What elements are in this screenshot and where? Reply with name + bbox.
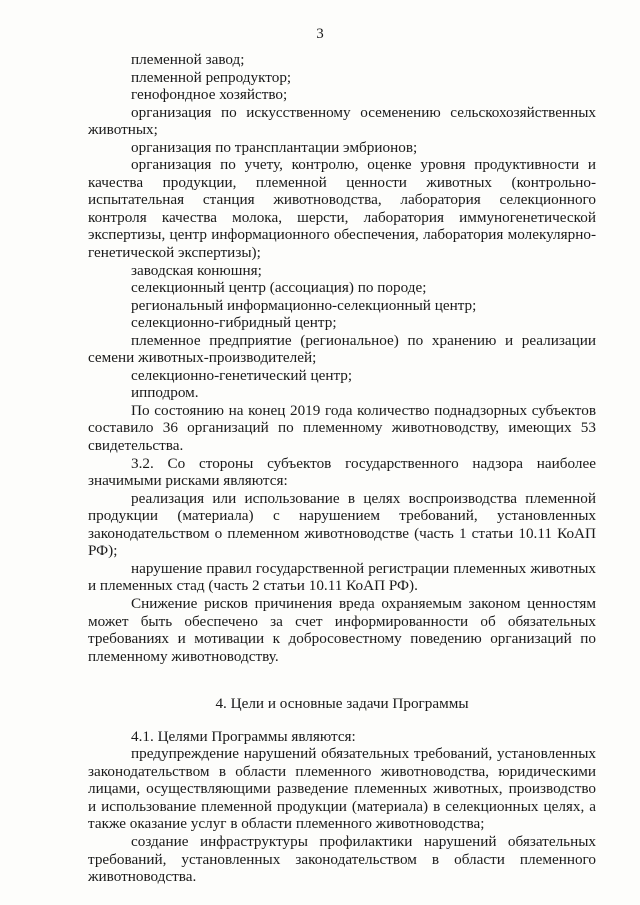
list-item: племенной завод; (131, 51, 245, 68)
section-heading: 4. Цели и основные задачи Программы (215, 695, 469, 713)
list-item: заводская конюшня; (131, 261, 262, 279)
list-item: генофондное хозяйство; (131, 86, 288, 104)
list-item: селекционный центр (ассоциация) по породе; (131, 279, 427, 297)
risk-item: реализация или использование в целях воспроизводства племенной продукции (материала) с нарушением требований, установленных законодательством о племенном животноводстве (часть 1 статьи 10.11 КоАП РФ); (88, 489, 596, 560)
list-item: организация по трансплантации эмбрионов; (131, 138, 418, 156)
paragraph-2019-count: По состоянию на конец 2019 года количество поднадзорных субъектов составило 36 организаций по племенному животноводству, имеющих 53 свидетельства. (88, 401, 596, 455)
list-item: селекционно-генетический центр; (131, 366, 353, 384)
paragraph-4-1: 4.1. Целями Программы являются: (131, 727, 356, 745)
list-item: селекционно-гибридный центр; (131, 314, 337, 332)
list-item: организация по учету, контролю, оценке уровня продуктивности и качества продукции, племенной ценности животных (контрольно-испытательная станция животноводства, лаборатория селекционного контроля качества молока, шерсти, лаборатория иммуногенетической экспертизы, центр информационного обеспечения, лаборатория молекулярно-генетической экспертизы); (88, 156, 596, 262)
list-item: племенное предприятие (региональное) по хранению и реализации семени животных-производителей; (88, 331, 596, 367)
paragraph-3-2: 3.2. Со стороны субъектов государственного надзора наиболее значимыми рисками являются: (88, 454, 596, 490)
goal-item: создание инфраструктуры профилактики нарушений обязательных требований, установленных законодательством в области племенного животноводства. (88, 832, 596, 886)
list-item: племенной репродуктор; (131, 68, 292, 86)
risk-item: нарушение правил государственной регистрации племенных животных и племенных стад (часть 2 статьи 10.11 КоАП РФ). (88, 559, 596, 595)
document-body (88, 51, 596, 886)
list-item: организация по искусственному осеменению сельскохозяйственных животных; (88, 103, 596, 139)
list-item: региональный информационно-селекционный центр; (131, 296, 477, 314)
list-item: ипподром. (131, 384, 199, 402)
paragraph-risk-reduction: Снижение рисков причинения вреда охраняемым законом ценностям может быть обеспечено за счет информированности об обязательных требованиях и мотивации к добросовестному поведению организаций по племенному животноводству. (88, 594, 596, 665)
goal-item: предупреждение нарушений обязательных требований, установленных законодательством в области племенного животноводства, юридическими лицами, осуществляющими разведение племенных животных, производство и использование племенной продукции (материала) в селекционных целях, а также оказание услуг в области племенного животноводства; (88, 745, 596, 833)
page-number: 3 (316, 26, 324, 42)
